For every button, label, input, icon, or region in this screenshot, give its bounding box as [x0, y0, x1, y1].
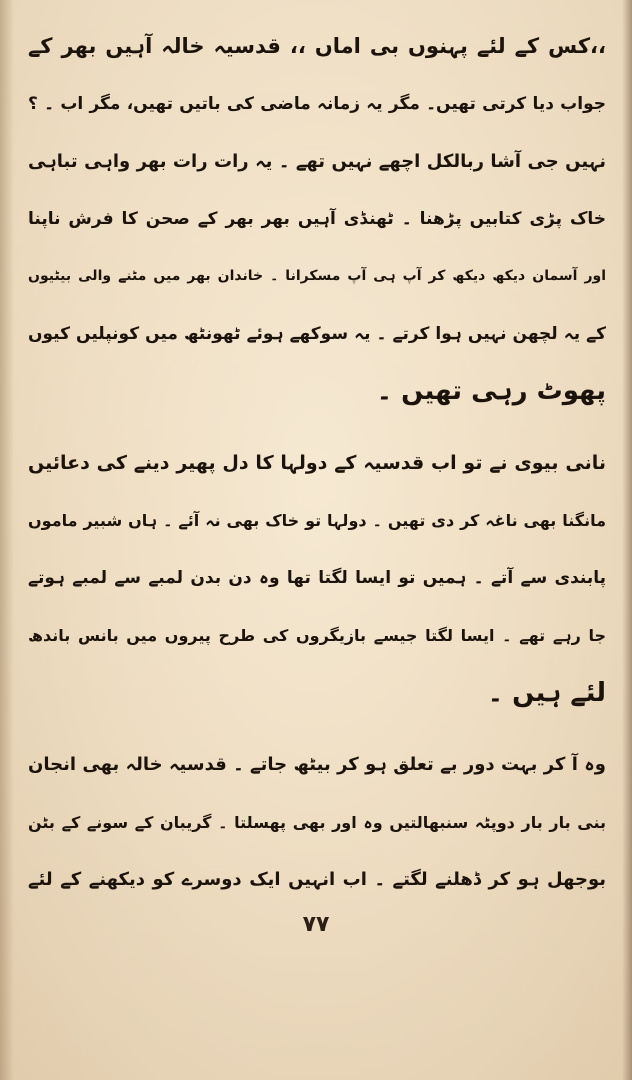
page-number: ۷۷: [302, 912, 330, 937]
text-line: کے یہ لچھن نہیں ہوا کرتے ۔ یہ سوکھے ہوئے ٹھونٹھ میں کونپلیں کیوں: [28, 323, 606, 344]
text-line: خاک پڑی کتابیں پڑھنا ۔ ٹھنڈی آہیں بھر بھر کے صحن کا فرش ناپنا: [28, 208, 606, 229]
paragraph-gap: [28, 421, 606, 435]
text-line: وہ آ کر بہت دور بے تعلق ہو کر بیٹھ جاتے ۔ قدسیہ خالہ بھی انجان: [28, 754, 606, 775]
text-line: پھوٹ رہی تھیں ۔: [376, 376, 606, 406]
text-line: اور آسمان دیکھ دیکھ کر آپ ہی آپ مسکرانا ۔ خاندان بھر میں مٹنے والی بیٹیوں: [28, 268, 606, 284]
text-line: نہیں جی آشا ربالکل اچھے نہیں تھے ۔ یہ رات رات بھر واہی تباہی: [28, 151, 606, 172]
paragraph-2: [28, 435, 606, 723]
text-line: بنی بار بار دوپٹہ سنبھالتیں وہ اور بھی پھسلتا ۔ گریبان کے سونے کے بٹن: [28, 812, 606, 832]
paragraph-gap: [28, 722, 606, 736]
text-line: جا رہے تھے ۔ ایسا لگتا جیسے بازیگروں کی طرح پیروں میں بانس باندھ: [28, 626, 606, 645]
text-line: لئے ہیں ۔: [487, 677, 606, 708]
text-line: بوجھل ہو کر ڈھلنے لگتے ۔ اب انہیں ایک دوسرے کو دیکھنے کے لئے: [28, 869, 606, 890]
text-line: نانی بیوی نے تو اب قدسیہ کے دولہا کا دل پھیر دینے کی دعائیں: [28, 451, 606, 474]
text-line: مانگنا بھی ناغہ کر دی تھیں ۔ دولہا تو خاک بھی نہ آئے ۔ ہاں شبیر ماموں: [28, 511, 606, 530]
paragraph-1: [28, 18, 606, 421]
paragraph-3: [28, 736, 606, 909]
text-line: پابندی سے آتے ۔ ہمیں تو ایسا لگتا تھا وہ دن بدن لمبے سے لمبے ہوتے: [28, 567, 606, 588]
page-text: [28, 18, 606, 909]
text-line: ،،کس کے لئے پہنوں بی اماں ،، قدسیہ خالہ آہیں بھر کے: [28, 34, 606, 58]
text-line: جواب دیا کرتی تھیں۔ مگر یہ زمانہ ماضی کی باتیں تھیں، مگر اب ۔ ؟: [28, 93, 606, 114]
